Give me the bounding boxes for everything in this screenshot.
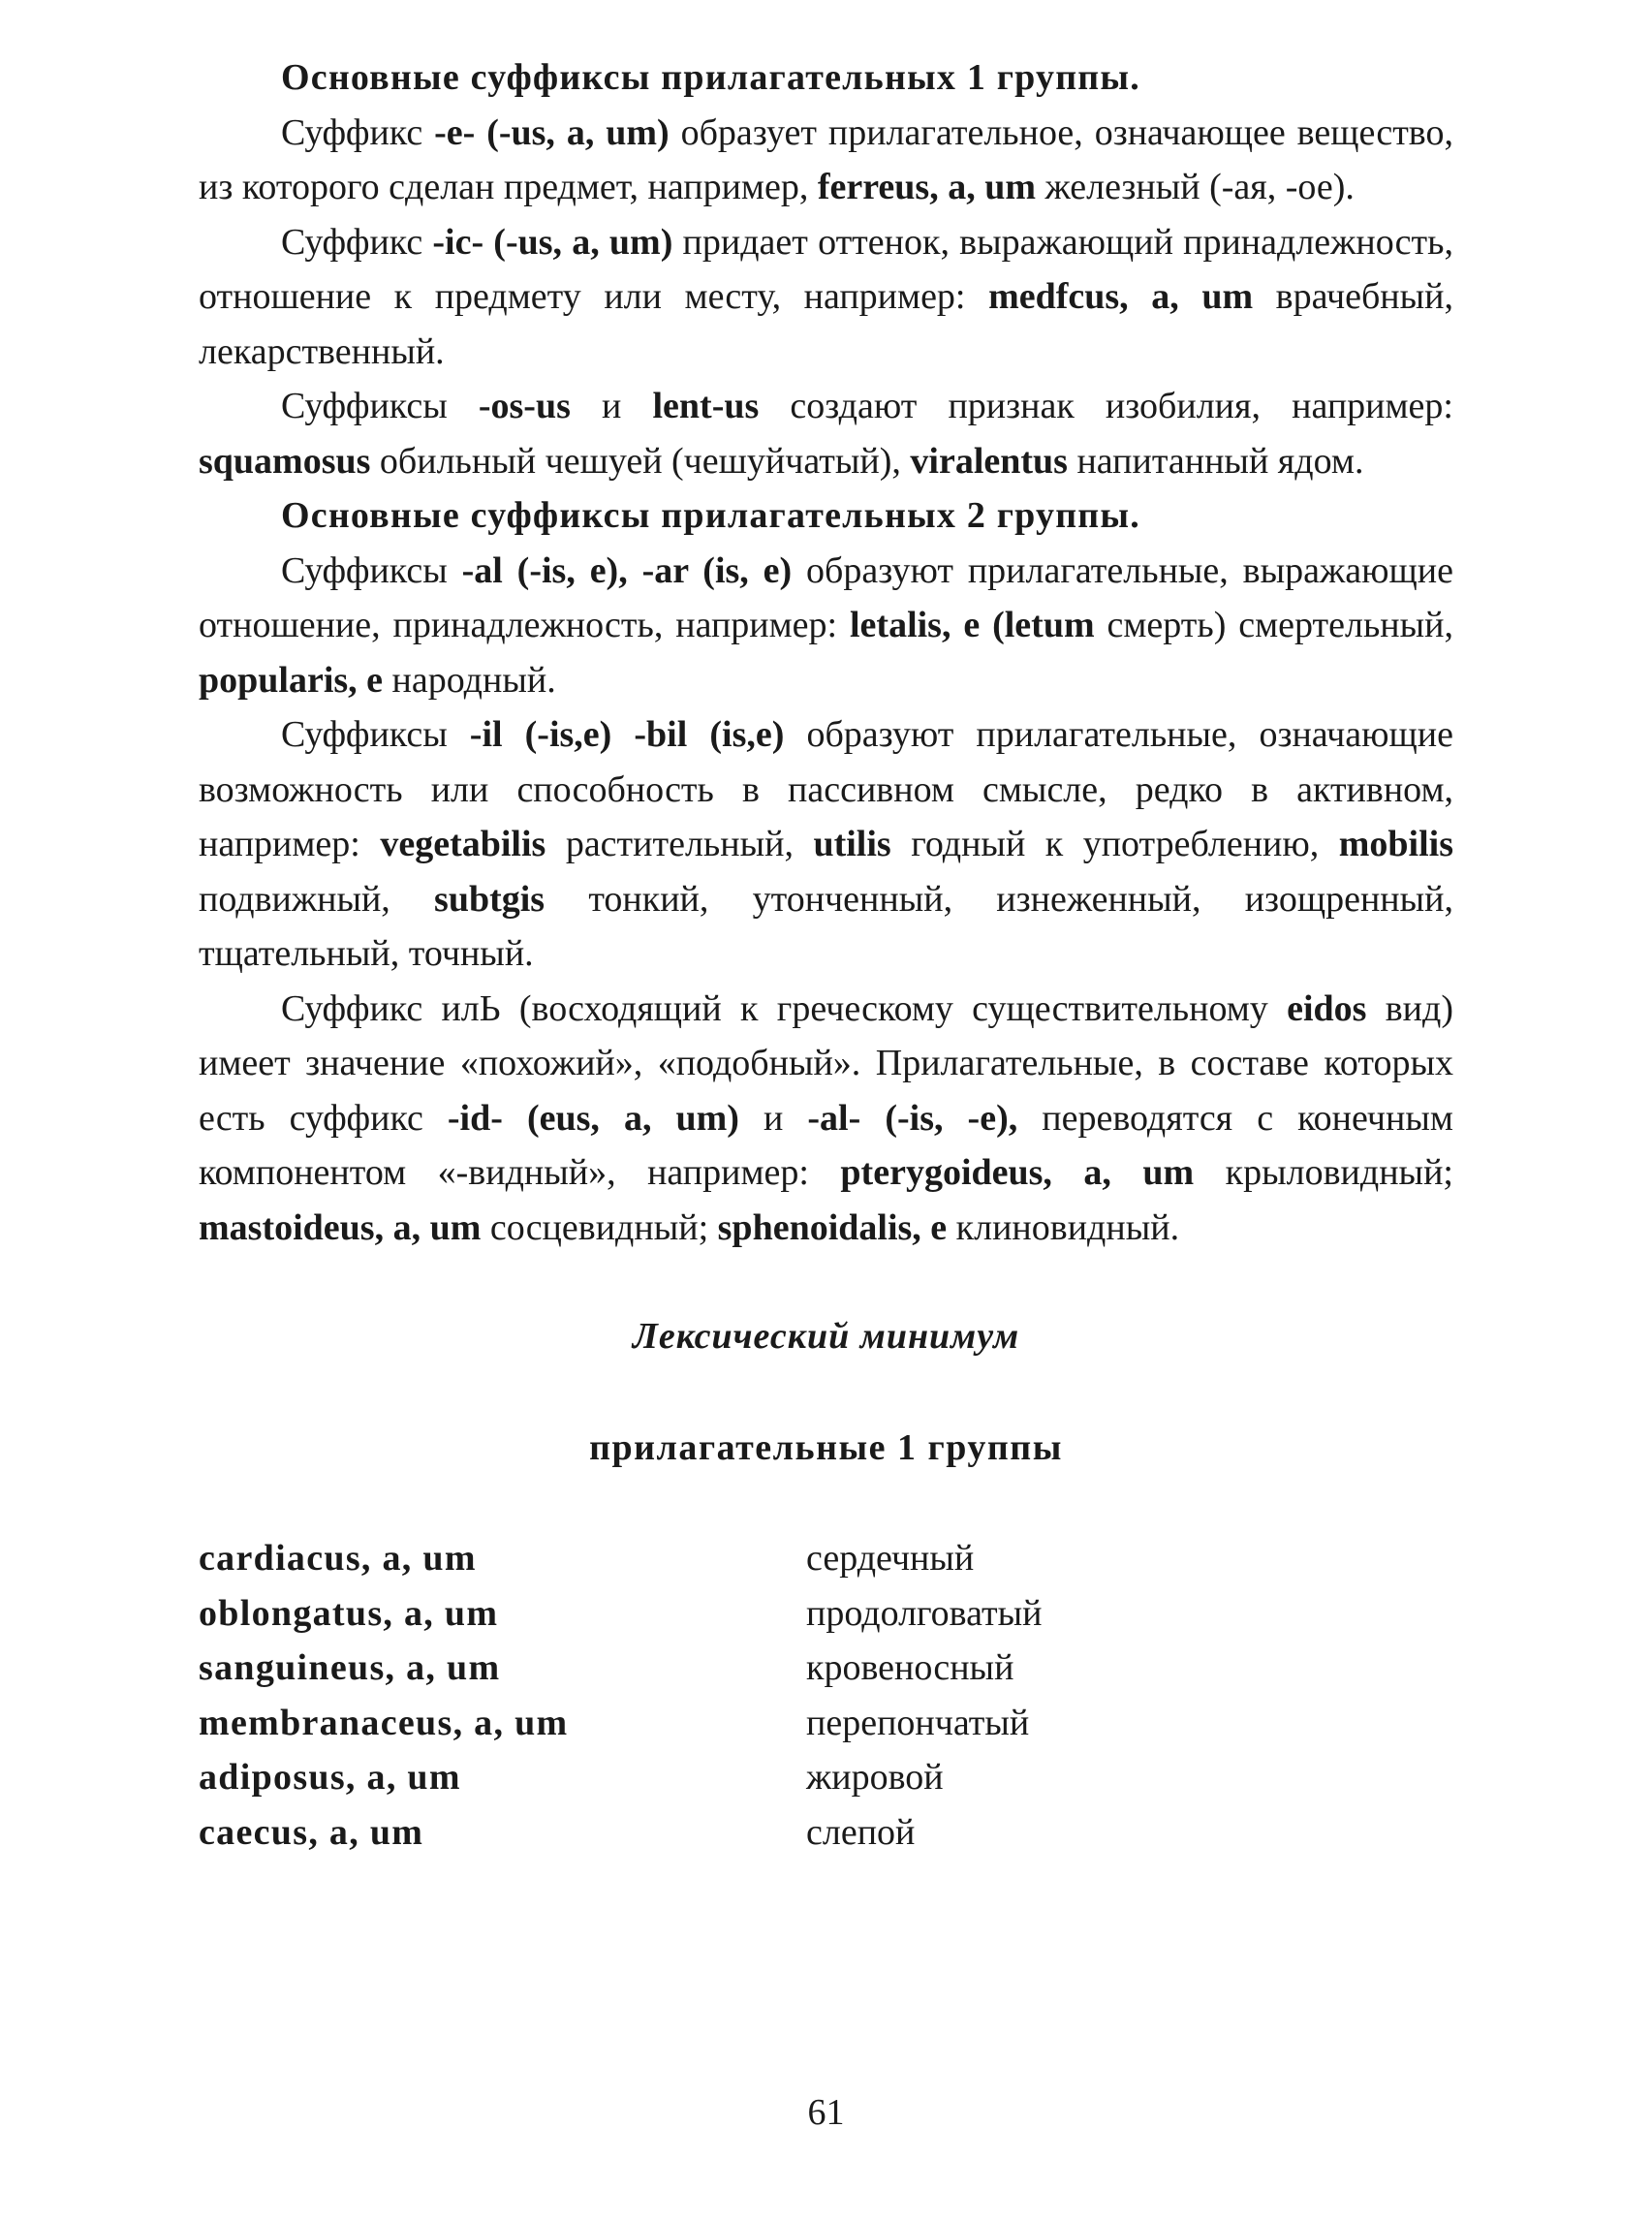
- vocab-row: [199, 1750, 1042, 1805]
- text: Суффикс илЬ (восходящий к греческому существительному: [281, 987, 1288, 1029]
- latin-term: sanguineus, a, um: [199, 1647, 501, 1688]
- paragraph-suffix-id: [199, 982, 1453, 1256]
- paragraph-suffix-e: [199, 106, 1453, 215]
- paragraph-suffix-il-bil: [199, 707, 1453, 982]
- text: крыловидный;: [1194, 1152, 1453, 1193]
- term: -id- (eus, a, um): [447, 1097, 739, 1139]
- text: и: [738, 1097, 808, 1139]
- text: клиновидный.: [947, 1206, 1180, 1248]
- term: letalis, e (letum: [849, 605, 1095, 645]
- text: образуют прилагательные, выражающие отношение, принадлежность, например:: [199, 549, 1453, 645]
- text: сосцевидный;: [481, 1206, 718, 1248]
- text: врачебный, лекарственный.: [199, 276, 1453, 372]
- russian-translation: перепончатый: [806, 1702, 1030, 1743]
- term: eidos: [1287, 987, 1367, 1029]
- term: pterygoideus, a, um: [840, 1152, 1195, 1193]
- vocab-row: [199, 1696, 1042, 1751]
- term: -al (-is, e), -ar (is, e): [461, 549, 793, 591]
- text: смерть) смертельный,: [1094, 605, 1454, 645]
- paragraph-suffix-ic: [199, 215, 1453, 380]
- text: народный.: [383, 659, 556, 701]
- text: Суффикс: [281, 111, 435, 153]
- text: придает оттенок, выражающий принадлежность, отношение к предмету или месту, например:: [199, 221, 1453, 317]
- vocab-row: [199, 1586, 1042, 1642]
- term: ferreus, a, um: [817, 167, 1036, 207]
- text: тонкий, утонченный, изнеженный, изощренный, тщательный, точный.: [199, 878, 1453, 974]
- vocab-table: [199, 1531, 1042, 1860]
- term: -il (-is,e) -bil (is,e): [469, 714, 785, 755]
- paragraph-suffix-al-ar: [199, 544, 1453, 708]
- vocab-row: [199, 1805, 1042, 1861]
- term: -os-us: [478, 386, 571, 426]
- term: -ic- (-us, a, um): [432, 221, 673, 263]
- lexicon-title: Лексический минимум: [632, 1316, 1020, 1357]
- vocab-row: [199, 1641, 1042, 1696]
- text: Суффиксы: [281, 714, 470, 755]
- text: годный к употреблению,: [890, 824, 1339, 864]
- section-heading-group2: Основные суффиксы прилагательных 2 группы.: [281, 495, 1140, 536]
- latin-term: membranaceus, a, um: [199, 1702, 569, 1743]
- text: подвижный,: [199, 878, 435, 920]
- text: железный (-ая, -ое).: [1036, 167, 1355, 207]
- term: subtgis: [434, 878, 545, 920]
- russian-translation: слепой: [806, 1811, 916, 1853]
- term: lent-us: [652, 386, 760, 426]
- latin-term: adiposus, a, um: [199, 1757, 461, 1798]
- paragraph-suffix-os-lent: [199, 379, 1453, 488]
- term: -e- (-us, a, um): [434, 111, 670, 153]
- page-content: [199, 50, 1453, 1860]
- latin-term: caecus, a, um: [199, 1811, 424, 1853]
- term: popularis, e: [199, 659, 384, 701]
- latin-term: cardiacus, a, um: [199, 1538, 477, 1579]
- term: sphenoidalis, e: [717, 1206, 948, 1248]
- text: образует прилагательное, означающее вещество, из которого сделан предмет, например,: [199, 111, 1453, 207]
- text: создают признак изобилия, например:: [759, 386, 1453, 426]
- text: Суффиксы: [281, 386, 479, 426]
- latin-term: oblongatus, a, um: [199, 1592, 499, 1634]
- text: Суффикс: [281, 221, 433, 263]
- vocab-group-title: прилагательные 1 группы: [589, 1426, 1063, 1468]
- russian-translation: сердечный: [806, 1538, 975, 1579]
- page-number: 61: [807, 2092, 845, 2133]
- russian-translation: продолговатый: [806, 1592, 1043, 1634]
- term: squamosus: [199, 440, 371, 482]
- text: обильный чешуей (чешуйчатый),: [370, 440, 911, 482]
- text: Суффиксы: [281, 549, 462, 591]
- term: -al- (-is, -e),: [807, 1097, 1018, 1139]
- text: вид) имеет значение «похожий», «подобный». Прилагательные, в составе которых есть суффикс: [199, 987, 1453, 1139]
- term: utilis: [813, 824, 891, 864]
- text: напитанный ядом.: [1067, 440, 1364, 482]
- vocab-row: [199, 1531, 1042, 1586]
- text: образуют прилагательные, означающие возможность или способность в пассивном смысле, редко в активном, например:: [199, 714, 1453, 864]
- term: mastoideus, a, um: [199, 1206, 482, 1248]
- russian-translation: кровеносный: [806, 1647, 1014, 1688]
- term: viralentus: [910, 440, 1068, 482]
- text: растительный,: [545, 824, 814, 864]
- text: и: [570, 386, 653, 426]
- term: vegetabilis: [380, 824, 546, 864]
- term: medfcus, a, um: [988, 276, 1254, 317]
- section-heading-group1: Основные суффиксы прилагательных 1 группы.: [281, 57, 1140, 98]
- text: переводятся с конечным компонентом «-видный», например:: [199, 1097, 1453, 1193]
- russian-translation: жировой: [806, 1757, 944, 1798]
- term: mobilis: [1338, 824, 1454, 864]
